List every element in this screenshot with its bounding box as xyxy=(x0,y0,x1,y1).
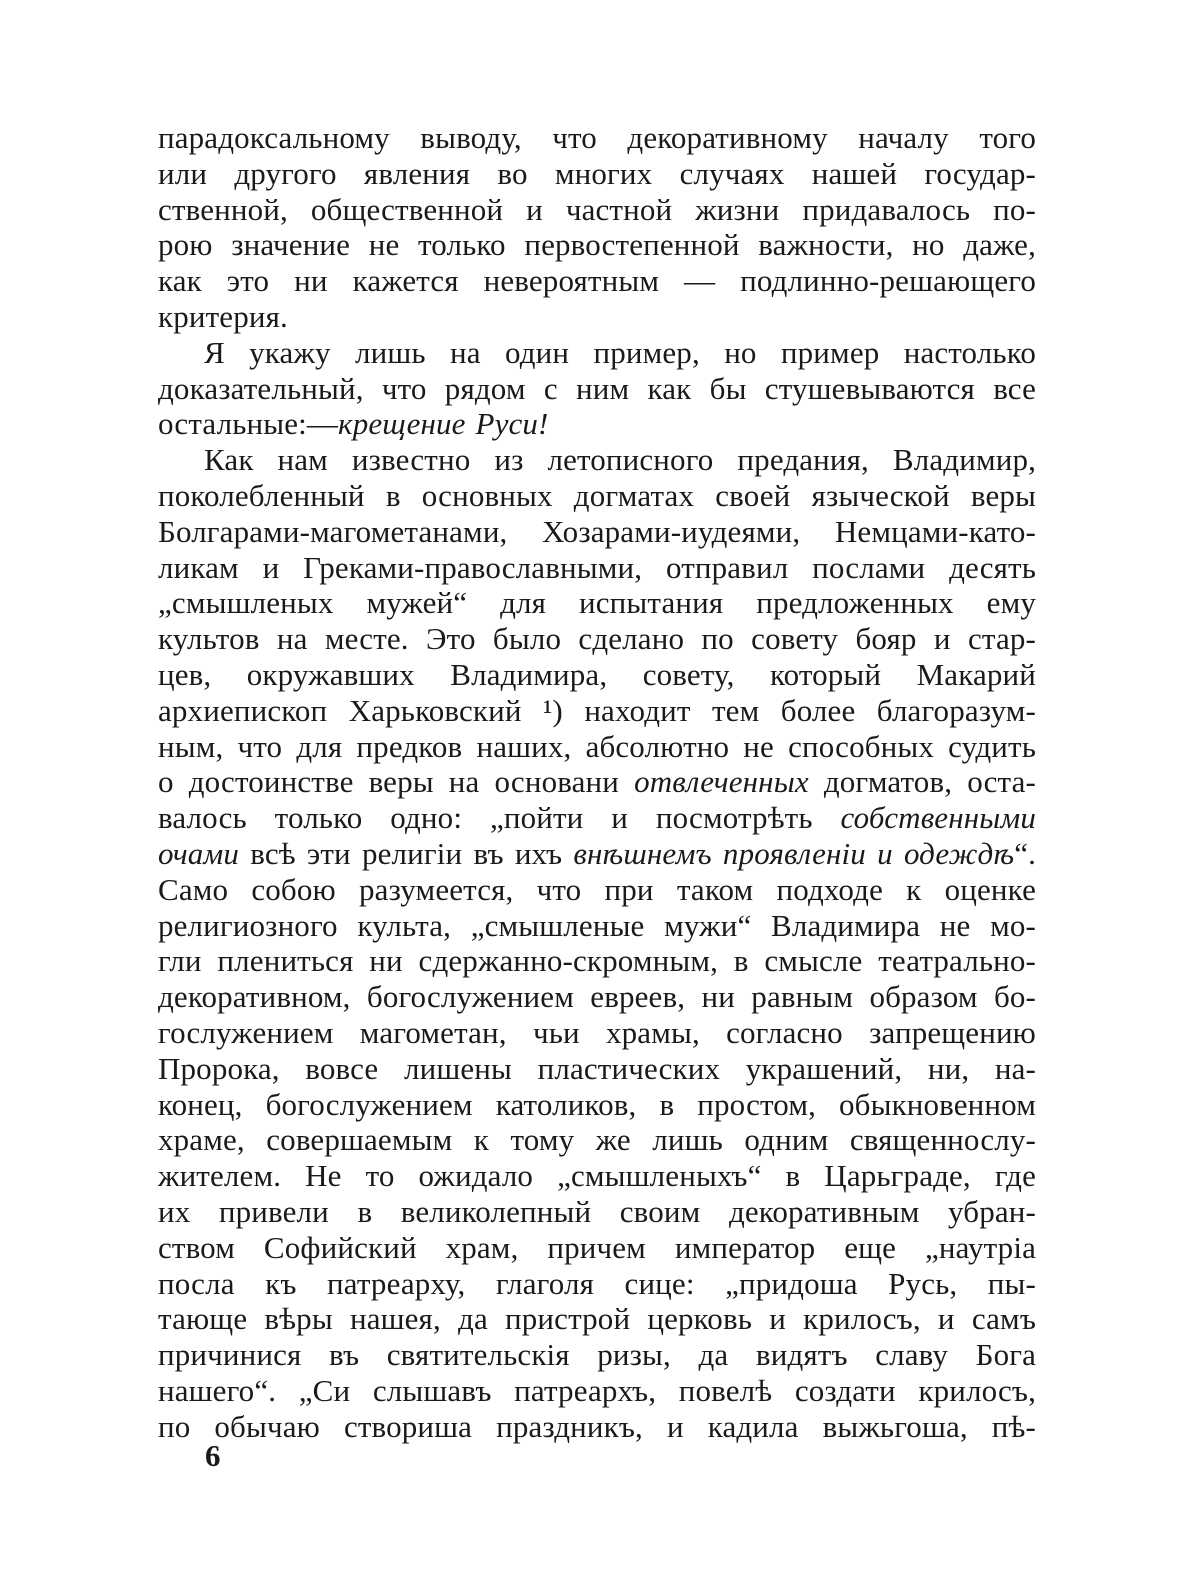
line-text: нашего“. „Си слышавъ патреархъ, повелѣ создати крилосъ, xyxy=(158,1372,1036,1408)
line-text: посла къ патреарху, глаголя сице: „придоша Русь, пы- xyxy=(158,1265,1036,1301)
text-line xyxy=(158,227,1036,263)
text-line xyxy=(158,621,1036,657)
line-text: парадоксальному выводу, что декоративному началу того xyxy=(158,120,1036,155)
text-line xyxy=(158,1337,1036,1373)
line-text: критерия. xyxy=(158,298,288,334)
line-text: валось только одно: „пойти и посмотрѣть xyxy=(158,800,841,836)
text-line xyxy=(158,514,1036,550)
line-text: их привели в великолепный своим декоративным убран- xyxy=(158,1193,1036,1229)
text-line xyxy=(158,1194,1036,1230)
text-line xyxy=(158,263,1036,299)
text-line xyxy=(158,442,1036,478)
text-line xyxy=(158,764,1036,800)
line-text: Болгарами-магометанами, Хозарами-иудеями, Немцами-като- xyxy=(158,513,1036,549)
text-line xyxy=(158,1266,1036,1302)
line-text: или другого явления во многих случаях нашей государ- xyxy=(158,155,1036,191)
body-text xyxy=(158,120,1036,1444)
line-text: всѣ эти религіи въ ихъ xyxy=(239,835,574,871)
line-text: “. xyxy=(1014,835,1036,871)
text-line xyxy=(158,156,1036,192)
line-text: о достоинстве веры на основани xyxy=(158,764,635,800)
text-line xyxy=(158,908,1036,944)
text-line xyxy=(158,1122,1036,1158)
text-line xyxy=(158,299,1036,335)
page-number: 6 xyxy=(205,1438,221,1473)
text-line xyxy=(158,1301,1036,1337)
text-line xyxy=(158,657,1036,693)
line-text: гли плениться ни сдержанно-скромным, в смысле театрально- xyxy=(158,943,1036,979)
line-text: рою значение не только первостепенной важности, но даже, xyxy=(158,227,1036,263)
line-text: Пророка, вовсе лишены пластических украшений, ни, на- xyxy=(158,1050,1036,1086)
text-line xyxy=(158,729,1036,765)
line-text: архиепископ Харьковский ¹) находит тем более благоразум- xyxy=(158,692,1036,728)
line-text: Само собою разумеется, что при таком подходе к оценке xyxy=(158,871,1036,907)
line-text: ством Софийский храм, причем император еще „наутріа xyxy=(158,1229,1036,1265)
text-line xyxy=(158,478,1036,514)
text-line xyxy=(158,1158,1036,1194)
line-text: доказательный, что рядом с ним как бы стушевываются все xyxy=(158,370,1036,406)
text-line xyxy=(158,872,1036,908)
text-line xyxy=(158,943,1036,979)
text-line xyxy=(158,371,1036,407)
text-line xyxy=(158,335,1036,371)
text-line xyxy=(158,192,1036,228)
line-text: поколебленный в основных догматах своей языческой веры xyxy=(158,477,1036,513)
line-text: культов на месте. Это было сделано по совету бояр и стар- xyxy=(158,621,1036,657)
line-text: гослужением магометан, чьи храмы, согласно запрещению xyxy=(158,1014,1036,1050)
text-line xyxy=(158,1409,1036,1445)
line-text: ным, что для предков наших, абсолютно не способных судить xyxy=(158,728,1036,764)
text-line xyxy=(158,1230,1036,1266)
line-text: как это ни кажется невероятным — подлинно-решающего xyxy=(158,263,1036,299)
line-text: догматов, оста- xyxy=(808,764,1037,800)
text-line xyxy=(158,120,1036,156)
line-text: конец, богослужением католиков, в простом, обыкновенном xyxy=(158,1086,1036,1122)
line-text: причинися въ святительскія ризы, да видятъ славу Бога xyxy=(158,1337,1036,1373)
line-text: цев, окружавших Владимира, совету, который Макарий xyxy=(158,656,1036,692)
text-line xyxy=(158,1015,1036,1051)
text-line xyxy=(158,1087,1036,1123)
line-text: декоративном, богослужением евреев, ни равным образом бо- xyxy=(158,979,1036,1015)
text-line xyxy=(158,979,1036,1015)
italic-text: отвлеченных xyxy=(634,764,809,800)
line-text: остальные:— xyxy=(158,406,339,442)
line-text: ликам и Греками-православными, отправил послами десять xyxy=(158,549,1036,585)
line-text: религиозного культа, „смышленые мужи“ Владимира не мо- xyxy=(158,907,1036,943)
line-text: тающе вѣры нашея, да пристрой церковь и крилосъ, и самъ xyxy=(158,1301,1036,1337)
line-text: жителем. Не то ожидало „смышленыхъ“ в Царьграде, где xyxy=(158,1158,1036,1194)
book-page xyxy=(158,120,1036,1520)
text-line xyxy=(158,800,1036,836)
italic-text: внѣшнемъ проявленіи и одеждѣ xyxy=(573,835,1015,871)
italic-text: собственными xyxy=(840,800,1036,836)
line-text: „смышленых мужей“ для испытания предложенных ему xyxy=(158,585,1036,621)
text-line xyxy=(158,1051,1036,1087)
italic-text: очами xyxy=(158,835,240,871)
text-line xyxy=(158,585,1036,621)
line-text: Как нам известно из летописного предания, Владимир, xyxy=(204,442,1036,478)
line-text: по обычаю створиша праздникъ, и кадила выжьгоша, пѣ- xyxy=(158,1408,1036,1444)
text-line xyxy=(158,406,1036,442)
italic-text: крещение Руси! xyxy=(338,406,549,442)
text-line xyxy=(158,836,1036,872)
text-line xyxy=(158,550,1036,586)
line-text: Я укажу лишь на один пример, но пример настолько xyxy=(204,334,1036,370)
line-text: храме, совершаемым к тому же лишь одним священнослу- xyxy=(158,1122,1036,1158)
text-line xyxy=(158,1373,1036,1409)
line-text: ственной, общественной и частной жизни придавалось по- xyxy=(158,191,1036,227)
text-line xyxy=(158,693,1036,729)
